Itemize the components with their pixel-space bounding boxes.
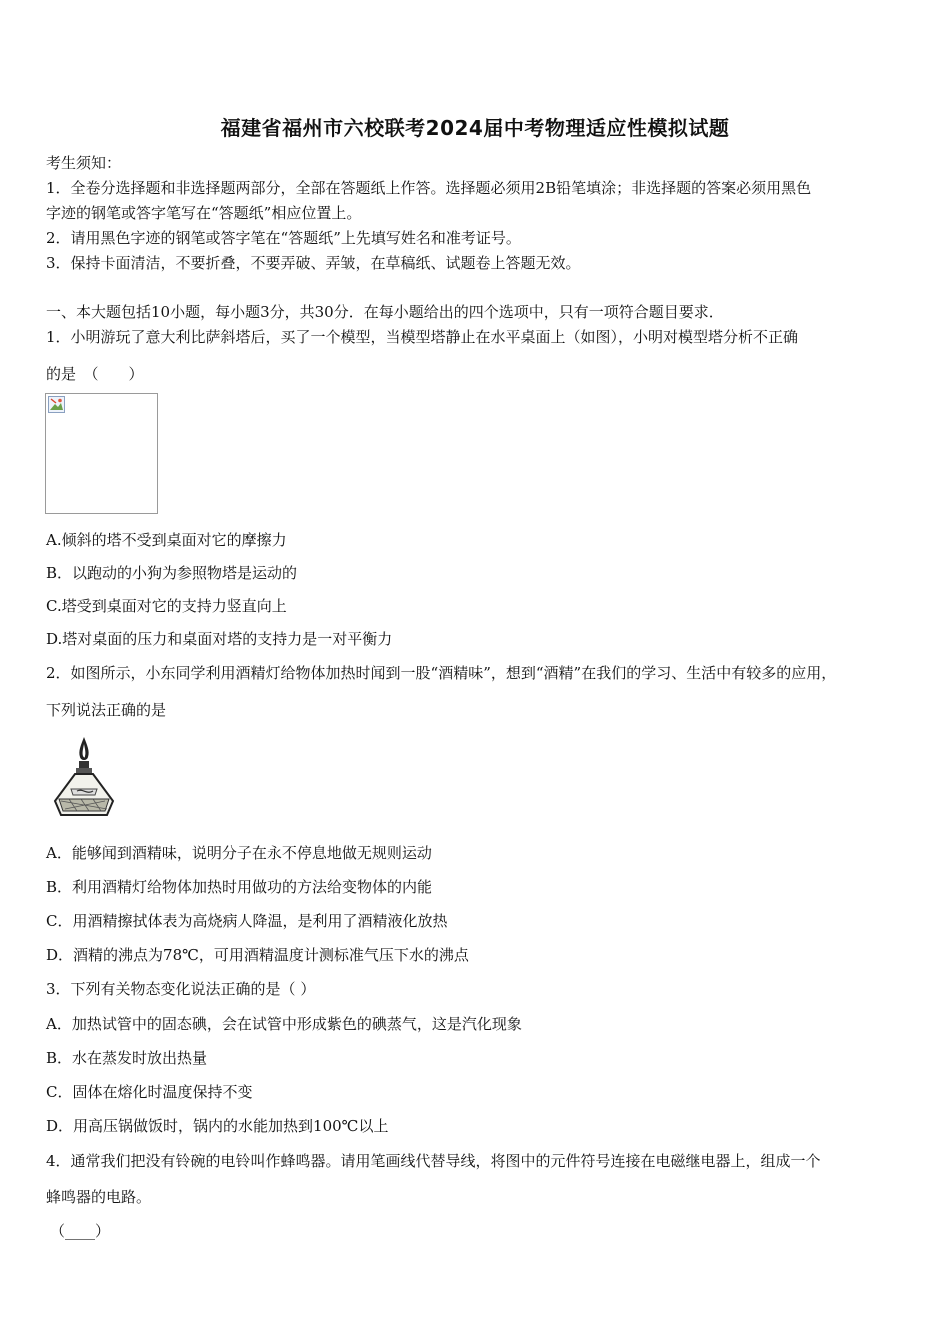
- q1-stem-line1: 1．小明游玩了意大利比萨斜塔后，买了一个模型，当模型塔静止在水平桌面上（如图），小明对模型塔分析不正确: [46, 328, 799, 346]
- section-one-heading: 一、本大题包括10小题，每小题3分，共30分．在每小题给出的四个选项中，只有一项符合题目要求．: [46, 303, 724, 321]
- q2-option-a: A．能够闻到酒精味，说明分子在永不停息地做无规则运动: [46, 844, 432, 862]
- q3-stem: 3．下列有关物态变化说法正确的是（ ）: [46, 980, 316, 998]
- q2-option-c: C．用酒精擦拭体表为高烧病人降温，是利用了酒精液化放热: [46, 912, 448, 930]
- notice-item-3: 3．保持卡面清洁，不要折叠，不要弄破、弄皱，在草稿纸、试题卷上答题无效。: [46, 254, 581, 272]
- q1-option-a: A.倾斜的塔不受到桌面对它的摩擦力: [46, 531, 287, 549]
- notice-heading: 考生须知：: [46, 154, 122, 172]
- q4-stem-line2: 蜂鸣器的电路。: [46, 1188, 152, 1206]
- q1-stem-line2: 的是 （ ）: [46, 365, 144, 383]
- notice-item-2: 2．请用黑色字迹的钢笔或答字笔在“答题纸”上先填写姓名和准考证号。: [46, 229, 521, 247]
- broken-image-icon: [48, 396, 65, 413]
- q1-option-d: D.塔对桌面的压力和桌面对塔的支持力是一对平衡力: [46, 630, 393, 648]
- q2-stem-line2: 下列说法正确的是: [46, 701, 167, 719]
- q3-option-b: B．水在蒸发时放出热量: [46, 1049, 208, 1067]
- q4-stem-line1: 4．通常我们把没有铃碗的电铃叫作蜂鸣器。请用笔画线代替导线，将图中的元件符号连接在电磁继电器上，组成一个: [46, 1152, 821, 1170]
- q4-answer-blank: （____）: [50, 1222, 111, 1240]
- q1-option-b: B．以跑动的小狗为参照物塔是运动的: [46, 564, 298, 582]
- q2-option-b: B．利用酒精灯给物体加热时用做功的方法给变物体的内能: [46, 878, 433, 896]
- q3-option-a: A．加热试管中的固态碘，会在试管中形成紫色的碘蒸气，这是汽化现象: [46, 1015, 522, 1033]
- q1-option-c: C.塔受到桌面对它的支持力竖直向上: [46, 597, 287, 615]
- document-title: 福建省福州市六校联考2024届中考物理适应性模拟试题: [220, 116, 730, 140]
- tower-figure-placeholder: [45, 393, 158, 514]
- q2-option-d: D．酒精的沸点为78℃，可用酒精温度计测标准气压下水的沸点: [46, 946, 469, 964]
- notice-item-1: 1．全卷分选择题和非选择题两部分，全部在答题纸上作答。选择题必须用2B铅笔填涂；非选择题的答案必须用黑色: [46, 179, 812, 197]
- q2-stem-line1: 2．如图所示，小东同学利用酒精灯给物体加热时闻到一股“酒精味”，想到“酒精”在我们的学习、生活中有较多的应用，: [46, 664, 837, 682]
- alcohol-lamp-icon: [47, 735, 121, 820]
- q3-option-d: D．用高压锅做饭时，锅内的水能加热到100℃以上: [46, 1117, 389, 1135]
- q3-option-c: C．固体在熔化时温度保持不变: [46, 1083, 253, 1101]
- notice-item-1-cont: 字迹的钢笔或答字笔写在“答题纸”相应位置上。: [46, 204, 362, 222]
